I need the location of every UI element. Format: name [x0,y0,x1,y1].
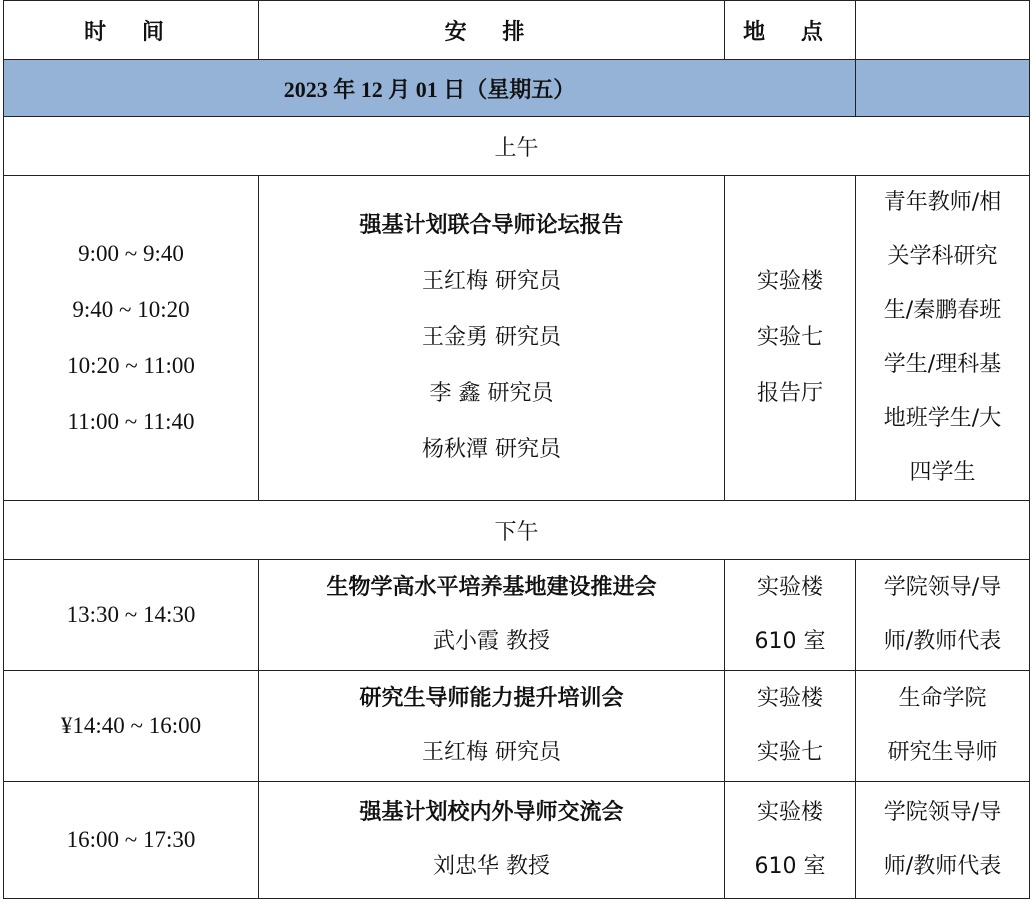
session-1-time-2: 9:40 ~ 10:20 [72,297,190,322]
session-1-time-4: 11:00 ~ 11:40 [67,409,195,434]
session-1-location-1: 实验楼 [756,269,823,294]
session-1-time-1: 9:00 ~ 9:40 [78,241,184,266]
session-2-audience-2: 师/教师代表 [883,629,1002,654]
session-1-row [4,176,1030,501]
session-1-speaker-4: 杨秋潭 研究员 [422,437,561,462]
session-2-speaker: 武小霞 教授 [433,629,550,654]
header-arrangement: 安 排 [259,1,725,60]
schedule-table [3,0,1030,899]
session-2-location-1: 实验楼 [756,575,823,600]
session-4-speaker: 刘忠华 教授 [433,854,550,879]
session-1-audience [856,176,1030,501]
session-4-row [4,782,1030,899]
session-1-speaker-2: 王金勇 研究员 [422,325,561,350]
afternoon-row [4,501,1030,560]
session-4-audience-2: 师/教师代表 [883,854,1002,879]
morning-label: 上午 [4,117,1030,176]
session-3-location [725,671,856,782]
session-1-audience-3: 生/秦鹏春班 [883,298,1002,323]
session-3-row [4,671,1030,782]
session-4-audience [856,782,1030,899]
session-4-audience-1: 学院领导/导 [883,800,1002,825]
session-1-audience-5: 地班学生/大 [883,406,1002,431]
session-2-arrangement [259,560,725,671]
session-1-title: 强基计划联合导师论坛报告 [359,213,624,238]
session-4-arrangement [259,782,725,899]
morning-row [4,117,1030,176]
session-1-location-3: 报告厅 [756,381,823,406]
session-1-audience-4: 学生/理科基 [883,352,1002,377]
session-3-audience-1: 生命学院 [898,686,987,711]
afternoon-label: 下午 [4,501,1030,560]
date-row [4,60,1030,117]
header-audience [856,1,1030,60]
header-row [4,1,1030,60]
session-3-location-2: 实验七 [756,740,823,765]
session-3-audience [856,671,1030,782]
session-1-audience-6: 四学生 [909,460,976,485]
session-4-time: 16:00 ~ 17:30 [4,782,259,899]
session-2-time: 13:30 ~ 14:30 [4,560,259,671]
session-4-location [725,782,856,899]
session-1-location [725,176,856,501]
date-cell: 2023 年 12 月 01 日（星期五） [4,60,856,117]
session-4-location-2: 610 室 [754,854,826,879]
session-1-audience-2: 关学科研究 [887,244,998,269]
session-4-title: 强基计划校内外导师交流会 [359,800,624,825]
session-1-arrangement [259,176,725,501]
session-2-location [725,560,856,671]
session-1-times [4,176,259,501]
header-location: 地 点 [725,1,856,60]
session-3-arrangement [259,671,725,782]
session-3-time: ¥14:40 ~ 16:00 [4,671,259,782]
session-3-speaker: 王红梅 研究员 [422,740,561,765]
date-blank-cell [856,60,1030,117]
session-2-location-2: 610 室 [754,629,826,654]
session-1-location-2: 实验七 [756,325,823,350]
session-2-audience [856,560,1030,671]
header-time: 时 间 [4,1,259,60]
session-2-title: 生物学高水平培养基地建设推进会 [326,575,657,600]
session-1-speaker-1: 王红梅 研究员 [422,269,561,294]
session-1-speaker-3: 李 鑫 研究员 [429,381,554,406]
session-3-audience-2: 研究生导师 [887,740,998,765]
session-3-location-1: 实验楼 [756,686,823,711]
session-2-row [4,560,1030,671]
session-4-location-1: 实验楼 [756,800,823,825]
session-1-audience-1: 青年教师/相 [883,190,1002,215]
session-2-audience-1: 学院领导/导 [883,575,1002,600]
session-3-title: 研究生导师能力提升培训会 [359,686,624,711]
session-1-time-3: 10:20 ~ 11:00 [67,353,195,378]
